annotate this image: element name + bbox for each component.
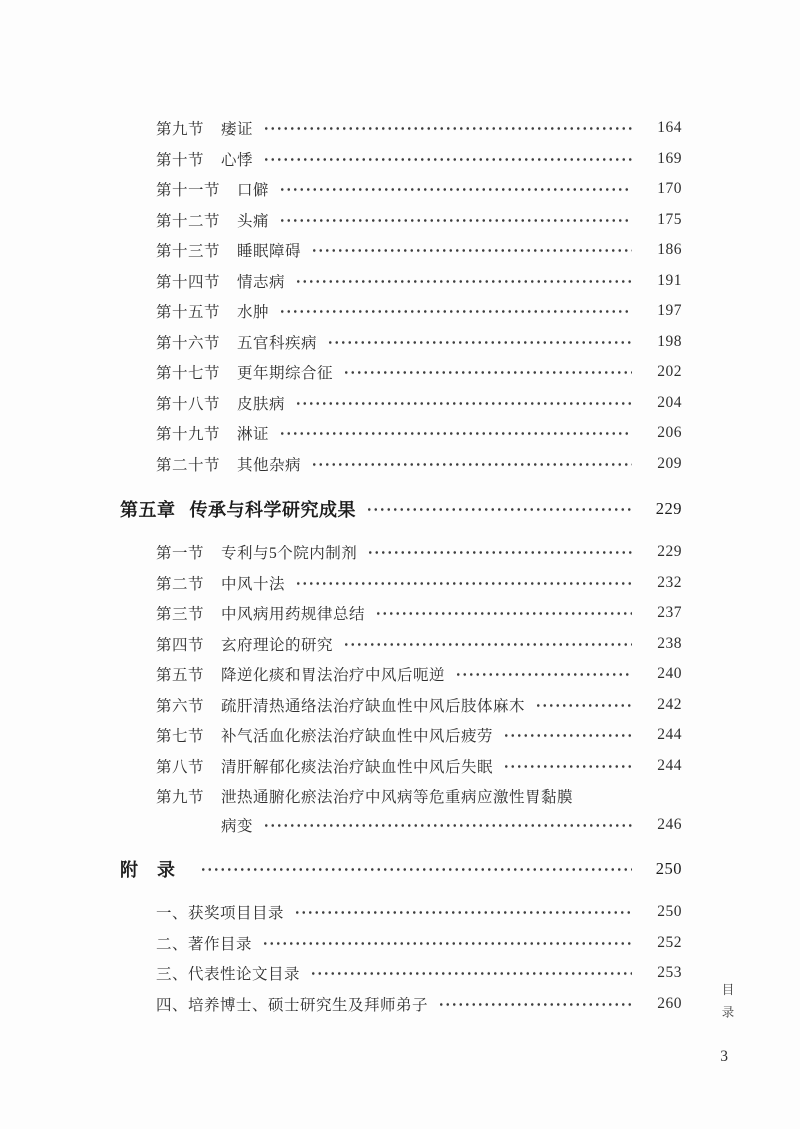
dot-leader [295, 395, 632, 411]
toc-entry-title: 皮肤病 [237, 395, 286, 413]
toc-entry-title: 专利与5个院内制剂 [221, 545, 358, 563]
dot-leader [295, 575, 632, 591]
toc-entry-label: 第五节 [156, 667, 205, 685]
toc-entry-title: 二、著作目录 [156, 935, 253, 953]
toc-entry-label: 第九节 [156, 121, 205, 139]
toc-entry-page: 242 [657, 695, 682, 713]
dot-leader [438, 996, 632, 1012]
toc-entry [120, 449, 682, 480]
toc-entry-page: 169 [657, 149, 682, 167]
toc-entry-label: 第十八节 [156, 395, 221, 413]
toc-entry-page: 260 [657, 994, 682, 1012]
toc-entry-page: 229 [655, 499, 682, 518]
toc-entry-page: 240 [657, 665, 682, 683]
dot-leader [455, 667, 632, 683]
toc-entry-title-continued: 病变 [221, 817, 254, 835]
dot-leader [366, 500, 632, 518]
toc-entry-line [156, 810, 682, 839]
toc-entry-label: 附 录 [120, 860, 176, 880]
dot-leader [263, 817, 632, 833]
dot-leader [200, 860, 633, 878]
toc-entry-title: 头痛 [237, 212, 270, 230]
toc-entry [120, 958, 682, 989]
toc-chapter-entry [120, 851, 682, 887]
toc-entry [120, 629, 682, 660]
toc-entry-label: 第四节 [156, 636, 205, 654]
toc-entry-title: 疏肝清热通络法治疗缺血性中风后肢体麻木 [221, 697, 526, 715]
toc-entry-page: 250 [657, 903, 682, 921]
toc-entry [120, 174, 682, 205]
toc-entry-label: 第十一节 [156, 182, 221, 200]
page-number: 3 [720, 1048, 728, 1065]
toc-entry-label: 第十三节 [156, 243, 221, 261]
toc-entry [120, 266, 682, 297]
dot-leader [343, 365, 632, 381]
toc-entry [120, 568, 682, 599]
toc-entry-page: 191 [657, 271, 682, 289]
toc-entry-page: 170 [657, 180, 682, 198]
toc-entry-label: 第十二节 [156, 212, 221, 230]
toc-entry-label: 第九节 [156, 788, 205, 806]
toc-entry [120, 598, 682, 629]
toc-entry-page: 186 [657, 241, 682, 259]
side-tab-label: 目录 [720, 983, 734, 1028]
toc-entry-page: 238 [657, 634, 682, 652]
dot-leader [279, 212, 632, 228]
dot-leader [327, 334, 632, 350]
toc-entry-label: 第十六节 [156, 334, 221, 352]
toc-entry [120, 781, 682, 839]
dot-leader [263, 121, 632, 137]
toc-entry-page: 252 [657, 933, 682, 951]
toc-entry-title: 三、代表性论文目录 [156, 966, 301, 984]
toc-entry-page: 164 [657, 119, 682, 137]
dot-leader [279, 182, 632, 198]
toc-entry-title: 降逆化痰和胃法治疗中风后呃逆 [221, 667, 446, 685]
toc-entry [120, 296, 682, 327]
toc-entry-label: 第二节 [156, 575, 205, 593]
toc-entry [120, 388, 682, 419]
toc-entry-page: 246 [657, 815, 682, 833]
toc-entry [120, 928, 682, 959]
toc-entry-page: 206 [657, 424, 682, 442]
toc-entry [120, 235, 682, 266]
dot-leader [503, 758, 632, 774]
toc-entry [120, 690, 682, 721]
dot-leader [311, 456, 632, 472]
toc-entry-page: 237 [657, 604, 682, 622]
toc-entry [120, 205, 682, 236]
toc-entry-title: 补气活血化瘀法治疗缺血性中风后疲劳 [221, 728, 494, 746]
toc-entry-title: 更年期综合征 [237, 365, 334, 383]
dot-leader [295, 273, 632, 289]
toc-entry-page: 204 [657, 393, 682, 411]
toc-entry-label: 第五章 [120, 500, 176, 520]
toc-entry-label: 第十四节 [156, 273, 221, 291]
toc-entry [120, 989, 682, 1020]
toc-entry-page: 197 [657, 302, 682, 320]
dot-leader [279, 426, 632, 442]
toc-entry [120, 144, 682, 175]
dot-leader [375, 606, 632, 622]
toc-entry-title: 五官科疾病 [237, 334, 318, 352]
toc-entry-label: 第十五节 [156, 304, 221, 322]
toc-entry-label: 第二十节 [156, 456, 221, 474]
toc-entry-title: 口僻 [237, 182, 270, 200]
toc-entry [120, 537, 682, 568]
toc-entry-label: 第一节 [156, 545, 205, 563]
toc-entry-title: 玄府理论的研究 [221, 636, 334, 654]
toc-entry-label: 第三节 [156, 606, 205, 624]
dot-leader [310, 966, 632, 982]
toc-entry-page: 232 [657, 573, 682, 591]
dot-leader [294, 905, 632, 921]
toc-entry-title: 水肿 [237, 304, 270, 322]
toc-entry-page: 209 [657, 454, 682, 472]
toc-entry-label: 第七节 [156, 728, 205, 746]
dot-leader [279, 304, 632, 320]
toc-entry-label: 第六节 [156, 697, 205, 715]
toc-entry-title: 泄热通腑化瘀法治疗中风病等危重病应激性胃黏膜 [221, 788, 574, 806]
toc-entry-title: 中风病用药规律总结 [221, 606, 366, 624]
dot-leader [262, 935, 632, 951]
dot-leader [503, 728, 632, 744]
toc-entry-title: 情志病 [237, 273, 286, 291]
toc-entry-line [156, 781, 682, 810]
toc-entry-title: 其他杂病 [237, 456, 302, 474]
dot-leader [367, 545, 632, 561]
toc-entry-title: 一、获奖项目目录 [156, 905, 285, 923]
toc-chapter-entry [120, 491, 682, 527]
toc-entry-title: 淋证 [237, 426, 270, 444]
toc-entry [120, 113, 682, 144]
toc-entry [120, 720, 682, 751]
toc-entry-page: 253 [657, 964, 682, 982]
toc-entry [120, 418, 682, 449]
toc-entry-page: 198 [657, 332, 682, 350]
toc-entry-title: 中风十法 [221, 575, 286, 593]
toc-entry-page: 202 [657, 363, 682, 381]
toc-entry-title: 四、培养博士、硕士研究生及拜师弟子 [156, 996, 429, 1014]
toc-entry-page: 244 [657, 726, 682, 744]
dot-leader [343, 636, 632, 652]
toc-entry-title: 传承与科学研究成果 [189, 500, 356, 520]
toc-entry [120, 659, 682, 690]
toc-entry-label: 第十七节 [156, 365, 221, 383]
toc-entry-title: 心悸 [221, 151, 254, 169]
toc-entry-page: 244 [657, 756, 682, 774]
toc-list [120, 113, 682, 1019]
toc-entry-label: 第十九节 [156, 426, 221, 444]
toc-entry-label: 第十节 [156, 151, 205, 169]
dot-leader [263, 151, 632, 167]
toc-entry [120, 327, 682, 358]
dot-leader [535, 697, 632, 713]
toc-entry-title: 睡眠障碍 [237, 243, 302, 261]
toc-entry [120, 897, 682, 928]
dot-leader [311, 243, 632, 259]
toc-entry-title: 清肝解郁化痰法治疗缺血性中风后失眠 [221, 758, 494, 776]
toc-entry [120, 357, 682, 388]
toc-entry [120, 751, 682, 782]
toc-entry-page: 250 [655, 859, 682, 878]
toc-entry-title: 痿证 [221, 121, 254, 139]
toc-entry-page: 229 [657, 543, 682, 561]
toc-entry-label: 第八节 [156, 758, 205, 776]
toc-entry-page: 175 [657, 210, 682, 228]
